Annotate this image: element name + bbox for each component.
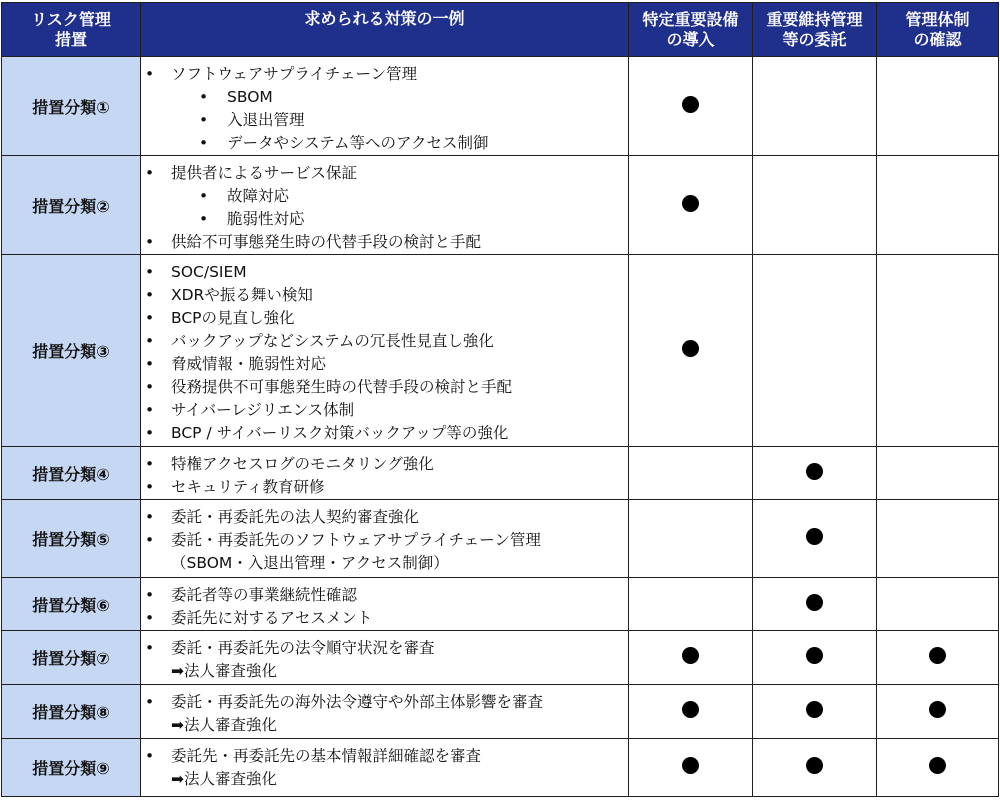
filled-circle-icon [806,647,823,664]
measure-item: ➡法人審査強化 [171,716,277,734]
filled-circle-icon [806,701,823,718]
management-mark-cell [877,578,999,631]
measure-list [145,691,624,737]
measures-cell [141,739,629,797]
header-outsourcing [753,3,877,57]
equipment-mark-cell [629,447,753,500]
outsourcing-mark-cell [753,631,877,685]
measure-item: • 提供者によるサービス保証 [145,162,624,185]
measure-item: • バックアップなどシステムの冗長性見直し強化 [145,330,624,353]
equipment-mark-cell [629,578,753,631]
management-mark-cell [877,685,999,739]
measures-cell [141,447,629,500]
category-cell [2,500,141,578]
equipment-mark-cell [629,255,753,447]
header-management-label: 管理体制 の確認 [905,9,970,49]
category-label: 措置分類④ [32,464,110,484]
filled-circle-icon [929,701,946,718]
measures-cell [141,156,629,255]
category-cell [2,685,141,739]
measure-item: ➡法人審査強化 [171,770,277,788]
outsourcing-mark-cell [753,500,877,578]
measure-item: • BCPの見直し強化 [145,307,624,330]
header-equipment [629,3,753,57]
equipment-mark-cell [629,156,753,255]
measures-cell [141,631,629,685]
outsourcing-mark-cell [753,447,877,500]
measure-item: • サイバーレジリエンス体制 [145,399,624,422]
header-measures [141,3,629,57]
category-cell [2,255,141,447]
measure-list [145,63,624,155]
table-row [2,57,999,156]
measure-item: • 委託・再委託先の法人契約審査強化 [145,506,624,529]
measure-list [145,637,624,683]
measure-subitem: • 故障対応 [145,185,624,208]
category-cell [2,156,141,255]
category-label: 措置分類② [32,196,110,216]
category-cell [2,57,141,156]
outsourcing-mark-cell [753,739,877,797]
category-label: 措置分類⑦ [32,649,110,668]
equipment-mark-cell [629,57,753,156]
header-measures-label: 求められる対策の一例 [304,9,465,28]
measure-item: • SOC/SIEM [145,261,624,284]
category-label: 措置分類⑤ [32,530,110,549]
filled-circle-icon [806,757,823,774]
header-management [877,3,999,57]
measure-subitem: • 入退出管理 [145,109,624,132]
measure-item: （SBOM・入退出管理・アクセス制御） [171,554,449,572]
filled-circle-icon [806,528,823,545]
measure-list [145,162,624,254]
category-label: 措置分類③ [32,342,110,361]
filled-circle-icon [806,594,823,611]
table-row [2,447,999,500]
outsourcing-mark-cell [753,578,877,631]
table-body [2,57,999,797]
measures-cell [141,255,629,447]
measure-item: • 供給不可事態発生時の代替手段の検討と手配 [145,231,624,254]
outsourcing-mark-cell [753,685,877,739]
management-mark-cell [877,57,999,156]
filled-circle-icon [682,701,699,718]
filled-circle-icon [929,757,946,774]
header-category-label: リスク管理 措置 [31,9,111,49]
management-mark-cell [877,255,999,447]
outsourcing-mark-cell [753,255,877,447]
equipment-mark-cell [629,631,753,685]
filled-circle-icon [682,96,699,113]
measures-cell [141,578,629,631]
measure-item: • ソフトウェアサプライチェーン管理 [145,63,624,86]
category-cell [2,578,141,631]
header-outsourcing-label: 重要維持管理 等の委託 [766,9,863,49]
management-mark-cell [877,447,999,500]
measure-list [145,745,624,791]
table-row [2,156,999,255]
equipment-mark-cell [629,685,753,739]
measure-item: • セキュリティ教育研修 [145,476,624,499]
table-row [2,578,999,631]
measure-list [145,261,624,445]
risk-measures-table [1,2,999,797]
header-row [2,3,999,57]
measure-item: • 委託者等の事業継続性確認 [145,584,624,607]
measure-item: • XDRや振る舞い検知 [145,284,624,307]
category-label: 措置分類① [32,97,110,117]
measure-item: • 委託・再委託先のソフトウェアサプライチェーン管理 [145,529,624,552]
measure-item: ➡法人審査強化 [171,662,277,680]
measures-cell [141,57,629,156]
table-row [2,631,999,685]
measure-subitem: • データやシステム等へのアクセス制御 [145,132,624,155]
filled-circle-icon [929,647,946,664]
measure-list [145,506,624,575]
measure-item: • 委託先に対するアセスメント [145,607,624,630]
measure-subitem: • 脆弱性対応 [145,208,624,231]
measure-list [145,453,624,499]
measure-item: • BCP / サイバーリスク対策バックアップ等の強化 [145,422,624,445]
measures-cell [141,500,629,578]
table-row [2,500,999,578]
filled-circle-icon [806,463,823,480]
header-category [2,3,141,57]
table-row [2,685,999,739]
management-mark-cell [877,156,999,255]
category-label: 措置分類⑨ [32,759,110,778]
filled-circle-icon [682,757,699,774]
measure-item: • 脅威情報・脆弱性対応 [145,353,624,376]
measures-cell [141,685,629,739]
filled-circle-icon [682,340,699,357]
category-cell [2,447,141,500]
measure-item: • 役務提供不可事態発生時の代替手段の検討と手配 [145,376,624,399]
table-row [2,739,999,797]
outsourcing-mark-cell [753,156,877,255]
category-label: 措置分類⑥ [32,595,110,615]
category-label: 措置分類⑧ [32,703,110,722]
category-cell [2,739,141,797]
measure-subitem: • SBOM [145,86,624,109]
equipment-mark-cell [629,500,753,578]
management-mark-cell [877,500,999,578]
filled-circle-icon [682,195,699,212]
header-equipment-label: 特定重要設備 の導入 [642,9,739,49]
category-cell [2,631,141,685]
measure-item: • 委託先・再委託先の基本情報詳細確認を審査 [145,745,624,768]
management-mark-cell [877,631,999,685]
measure-list [145,584,624,630]
management-mark-cell [877,739,999,797]
measure-item: • 委託・再委託先の海外法令遵守や外部主体影響を審査 [145,691,624,714]
equipment-mark-cell [629,739,753,797]
filled-circle-icon [682,647,699,664]
measure-item: • 特権アクセスログのモニタリング強化 [145,453,624,476]
measure-item: • 委託・再委託先の法令順守状況を審査 [145,637,624,660]
outsourcing-mark-cell [753,57,877,156]
table-row [2,255,999,447]
